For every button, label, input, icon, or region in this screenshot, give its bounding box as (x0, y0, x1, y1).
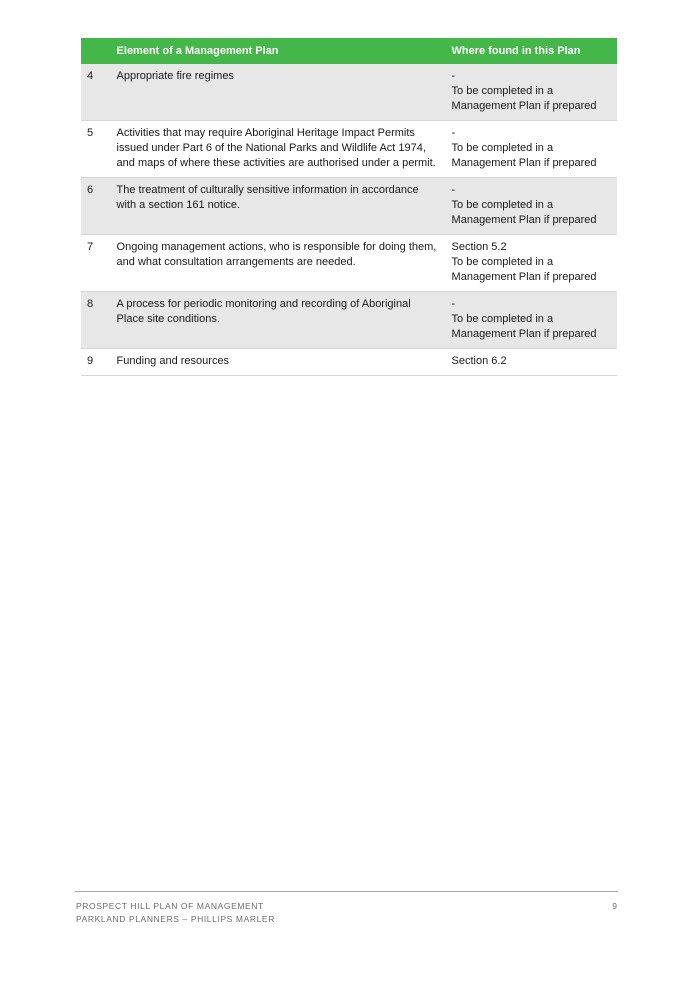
management-plan-table (81, 38, 617, 376)
element-line: issued under Part 6 of the National Parks and Wildlife Act 1974, (116, 142, 426, 154)
table-body (81, 64, 617, 376)
element-line: A process for periodic monitoring and recording of Aboriginal (116, 298, 411, 310)
row-element (111, 292, 446, 349)
header-number (81, 38, 111, 64)
row-number: 9 (81, 349, 111, 376)
element-line: The treatment of culturally sensitive information in accordance (116, 184, 419, 196)
where-line: Management Plan if prepared (451, 271, 597, 283)
where-line: - (451, 184, 456, 196)
where-line: To be completed in a (451, 85, 554, 97)
row-element (111, 121, 446, 178)
table-header-row (81, 38, 617, 64)
element-line: Activities that may require Aboriginal Heritage Impact Permits (116, 127, 415, 139)
footer-title: PROSPECT HILL PLAN OF MANAGEMENT (76, 901, 264, 911)
page-number: 9 (612, 901, 617, 911)
where-line: Management Plan if prepared (451, 100, 597, 112)
footer-authors: PARKLAND PLANNERS – PHILLIPS MARLER (76, 914, 275, 924)
row-where-found (446, 64, 617, 121)
row-element (111, 235, 446, 292)
element-line: and maps of where these activities are authorised under a permit. (116, 157, 436, 169)
footer-text (76, 900, 275, 926)
element-line: with a section 161 notice. (116, 199, 241, 211)
where-line: - (451, 127, 456, 139)
row-where-found (446, 349, 617, 376)
where-line: Management Plan if prepared (451, 157, 597, 169)
where-line: Section 5.2 (451, 241, 507, 253)
row-number: 8 (81, 292, 111, 349)
table-row (81, 292, 617, 349)
table-row (81, 121, 617, 178)
header-element: Element of a Management Plan (111, 38, 446, 64)
where-line: - (451, 298, 456, 310)
where-line: To be completed in a (451, 142, 554, 154)
row-number: 6 (81, 178, 111, 235)
element-line: Funding and resources (116, 355, 230, 367)
row-where-found (446, 178, 617, 235)
row-number: 4 (81, 64, 111, 121)
table-row (81, 349, 617, 376)
row-element (111, 178, 446, 235)
row-element (111, 64, 446, 121)
where-line: To be completed in a (451, 256, 554, 268)
element-line: Appropriate fire regimes (116, 70, 234, 82)
row-where-found (446, 121, 617, 178)
element-line: and what consultation arrangements are needed. (116, 256, 356, 268)
footer-divider (75, 891, 618, 892)
row-number: 7 (81, 235, 111, 292)
where-line: To be completed in a (451, 313, 554, 325)
where-line: To be completed in a (451, 199, 554, 211)
where-line: Section 6.2 (451, 355, 507, 367)
row-number: 5 (81, 121, 111, 178)
row-where-found (446, 292, 617, 349)
header-where-found: Where found in this Plan (446, 38, 617, 64)
table-row (81, 178, 617, 235)
table-row (81, 235, 617, 292)
table-row (81, 64, 617, 121)
where-line: Management Plan if prepared (451, 214, 597, 226)
row-where-found (446, 235, 617, 292)
element-line: Ongoing management actions, who is responsible for doing them, (116, 241, 437, 253)
where-line: Management Plan if prepared (451, 328, 597, 340)
row-element (111, 349, 446, 376)
where-line: - (451, 70, 456, 82)
element-line: Place site conditions. (116, 313, 220, 325)
